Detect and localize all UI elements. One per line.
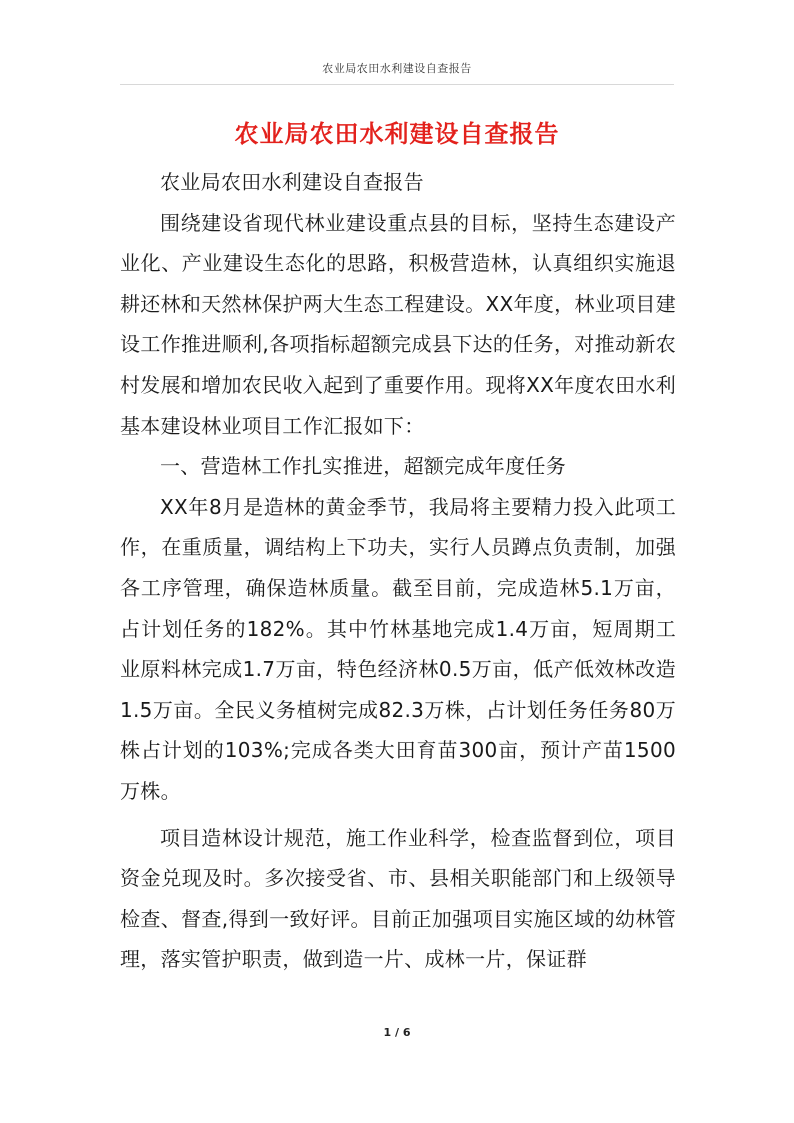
header-divider [120, 84, 674, 85]
intro-paragraph: 围绕建设省现代林业建设重点县的目标，坚持生态建设产业化、产业建设生态化的思路，积极营造林，认真组织实施退耕还林和天然林保护两大生态工程建设。XX年度，林业项目建设工作推进顺利,各项指标超额完成县下达的任务，对推动新农村发展和增加农民收入起到了重要作用。现将XX年度农田水利基本建设林业项目工作汇报如下： [120, 210, 676, 438]
page-number: 1 / 6 [383, 1026, 411, 1039]
document-body [120, 162, 676, 980]
afforestation-paragraph: XX年8月是造林的黄金季节，我局将主要精力投入此项工作，在重质量，调结构上下功夫，实行人员蹲点负责制，加强各工序管理，确保造林质量。截至目前，完成造林5.1万亩，占计划任务的182%。其中竹林基地完成1.4万亩，短周期工业原料林完成1.7万亩，特色经济林0.5万亩，低产低效林改造1.5万亩。全民义务植树完成82.3万株，占计划任务任务80万株占计划的103%;完成各类大田育苗300亩，预计产苗1500万株。 [120, 494, 676, 803]
running-header: 农业局农田水利建设自查报告 [322, 62, 472, 75]
section-heading: 一、营造林工作扎实推进，超额完成年度任务 [160, 454, 566, 479]
project-design-paragraph: 项目造林设计规范，施工作业科学，检查监督到位，项目资金兑现及时。多次接受省、市、县相关职能部门和上级领导检查、督查,得到一致好评。目前正加强项目实施区域的幼林管理，落实管护职责，做到造一片、成林一片，保证群 [120, 825, 676, 972]
document-title: 农业局农田水利建设自查报告 [234, 120, 560, 148]
subtitle-paragraph: 农业局农田水利建设自查报告 [160, 170, 424, 194]
